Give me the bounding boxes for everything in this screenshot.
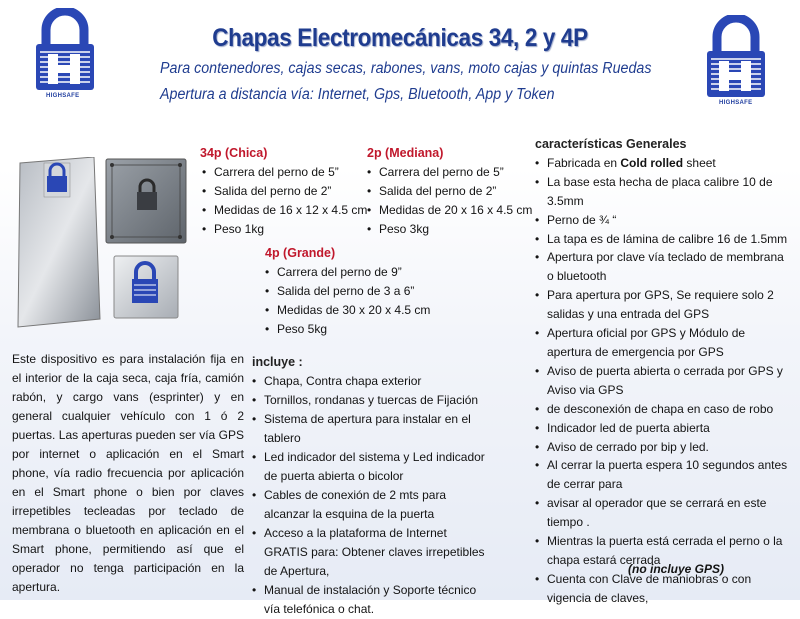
list-item: • Cuenta con Clave de maniobras o con vigencia de claves,	[535, 570, 790, 608]
list-item: • Medidas de 30 x 20 x 4.5 cm	[265, 301, 430, 320]
gps-note: (no incluye GPS)	[628, 562, 725, 576]
list-item: • Salida del perno de 2”	[367, 182, 532, 201]
logo-caption: HIGHSAFE	[719, 100, 753, 106]
logo-caption: HIGHSAFE	[46, 93, 80, 99]
padlock-logo-icon	[32, 8, 98, 98]
subtitle-line-2: Apertura a distancia vía: Internet, Gps, Bluetooth, App y Token	[160, 86, 555, 103]
list-item: • Manual de instalación y Soporte técnico vía telefónica o chat.	[252, 581, 492, 619]
product-photo-large-lock	[14, 157, 104, 334]
product-photo-small-box	[104, 155, 190, 252]
list-item: • La base esta hecha de placa calibre 10 de 3.5mm	[535, 173, 790, 211]
company-logo-left	[32, 8, 98, 103]
list-item: • Mientras la puerta está cerrada el perno o la chapa estará cerrada	[535, 532, 790, 570]
list-item: • avisar al operador que se cerrará en este tiempo .	[535, 494, 790, 532]
list-item: • Salida del perno de 3 a 6”	[265, 282, 430, 301]
section-chica	[202, 144, 367, 239]
incluye-heading: incluye :	[252, 355, 303, 369]
list-item: • Aviso de puerta abierta o cerrada por GPS y Aviso via GPS	[535, 362, 790, 400]
list-item: • de desconexión de chapa en caso de robo	[535, 400, 790, 419]
list-item: • Salida del perno de 2”	[202, 182, 367, 201]
section-mediana	[367, 144, 532, 239]
caracteristicas-heading: características Generales	[535, 137, 687, 151]
list-item: • Medidas de 16 x 12 x 4.5 cm	[202, 201, 367, 220]
company-logo-right	[703, 15, 769, 110]
page-title: Chapas Electromecánicas 34, 2 y 4P	[212, 24, 588, 52]
padlock-logo-icon	[703, 15, 769, 105]
grande-heading: 4p (Grande)	[265, 246, 336, 260]
list-item: • Perno de ¾ “	[535, 211, 790, 230]
list-item: • Fabricada en Cold rolled sheet	[535, 154, 790, 173]
list-item: • Peso 3kg	[367, 220, 532, 239]
chica-heading: 34p (Chica)	[200, 146, 268, 160]
list-item: • Para apertura por GPS, Se requiere solo 2 salidas y una entrada del GPS	[535, 286, 790, 324]
list-item: • Cables de conexión de 2 mts para alcanzar la esquina de la puerta	[252, 486, 492, 524]
section-incluye	[252, 353, 492, 619]
list-item: • Indicador led de puerta abierta	[535, 419, 790, 438]
list-item: • Sistema de apertura para instalar en el tablero	[252, 410, 492, 448]
list-item: • Carrera del perno de 5”	[202, 163, 367, 182]
list-item: • Carrera del perno de 5”	[367, 163, 532, 182]
list-item: • Carrera del perno de 9”	[265, 263, 430, 282]
list-item: • Peso 1kg	[202, 220, 367, 239]
list-item: • La tapa es de lámina de calibre 16 de 1.5mm	[535, 230, 790, 249]
section-caracteristicas	[535, 135, 790, 608]
list-item: • Apertura oficial por GPS y Módulo de apertura de emergencia por GPS	[535, 324, 790, 362]
list-item: • Medidas de 20 x 16 x 4.5 cm	[367, 201, 532, 220]
section-grande	[265, 244, 430, 339]
list-item: • Aviso de cerrado por bip y led.	[535, 438, 790, 457]
list-item: • Chapa, Contra chapa exterior	[252, 372, 492, 391]
description-paragraph: Este dispositivo es para instalación fija en el interior de la caja seca, caja fría, camión rabón, y cargo vans (esprinter) y en general cualquier vehículo con 1 ó 2 puertas. Las aperturas pueden ser vía GPS por internet o aplicación en el Smart phone, vía radio frecuencia por aplicación en el Smart phone o bien por claves irrepetibles tecleadas por teclado de membrana o bluetooth en aplicación en el Smart phone, permitiendo así que el operador no tenga participación en la apertura.	[12, 352, 244, 594]
list-item: • Acceso a la plataforma de Internet GRATIS para: Obtener claves irrepetibles de Apertura,	[252, 524, 492, 581]
subtitle-line-1: Para contenedores, cajas secas, rabones, vans, moto cajas y quintas Ruedas	[160, 60, 652, 77]
list-item: • Peso 5kg	[265, 320, 430, 339]
list-item: • Apertura por clave vía teclado de membrana o bluetooth	[535, 248, 790, 286]
list-item: • Led indicador del sistema y Led indicador de puerta abierta o bicolor	[252, 448, 492, 486]
product-photo-medium-box	[112, 250, 182, 327]
list-item: • Tornillos, rondanas y tuercas de Fijación	[252, 391, 492, 410]
list-item: • Al cerrar la puerta espera 10 segundos antes de cerrar para	[535, 456, 790, 494]
mediana-heading: 2p (Mediana)	[367, 146, 444, 160]
